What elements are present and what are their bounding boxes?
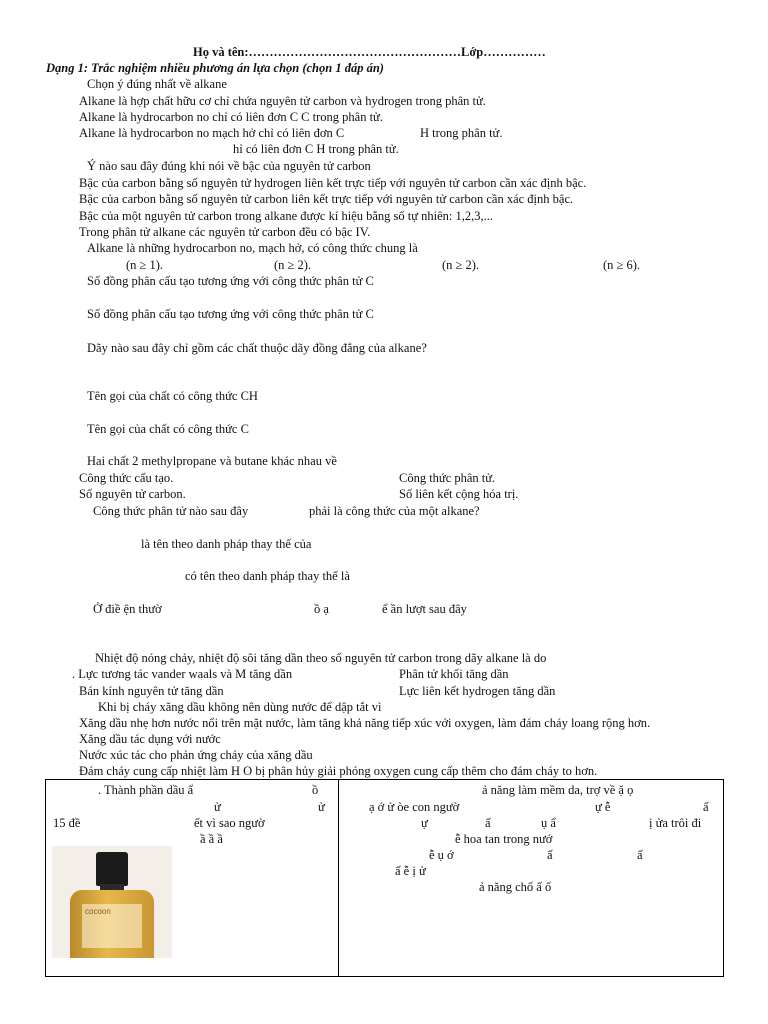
box-right-line-3c: ụ ẩ [541,816,556,830]
question-2: Ý nào sau đây đúng khi nói về bậc của nguyên tử carbon [87,159,371,173]
box-right-line-3d: ị ửa trôi đi [649,816,702,830]
box-left-line-2a: ử [214,800,221,814]
question-10: Công thức phân tử nào sau đây [93,504,249,518]
question-14: Nhiệt độ nóng chảy, nhiệt độ sôi tăng dần theo số nguyên tử carbon trong dãy alkane là do [95,651,547,665]
answer-14c: Bán kính nguyên tử tăng dần [79,684,224,698]
box-right-line-5b: ấ [547,848,553,862]
answer-15b: Xăng dầu tác dụng với nước [79,732,221,746]
box-right-line-4: ễ hoa tan trong nướ [455,832,553,846]
answer-2a: Bậc của carbon bằng số nguyên tử hydrogen liên kết trực tiếp với nguyên tử carbon cần xác định bậc. [79,176,587,190]
answer-1b: Alkane là hydrocarbon no chỉ có liên đơn C C trong phân tử. [79,110,383,124]
question-7: Tên gọi của chất có công thức CH [87,389,258,403]
question-11: là tên theo danh pháp thay thế của [141,537,312,551]
box-right-line-5c: ấ [637,848,643,862]
box-right-line-6: ấ ễ ị ử [395,864,426,878]
bottle-brand: cocoon [85,907,111,916]
box-right-line-7: ả năng chố ấ ố [479,880,552,894]
box-left-line-2b: ử [318,800,325,814]
question-6: Dãy nào sau đây chỉ gồm các chất thuộc dãy đồng đẳng của alkane? [87,341,427,355]
answer-9d: Số liên kết cộng hóa trị. [399,487,519,501]
box-right-line-1: ả năng làm mềm da, trợ về ặ ọ [482,783,634,797]
question-15: Khi bị cháy xăng dầu không nên dùng nước để dập tắt vì [98,700,382,714]
answer-15d: Đám cháy cung cấp nhiệt làm H O bị phân hủy giải phóng oxygen cung cấp thêm cho đám cháy to hơn. [79,764,598,778]
answer-9c: Số nguyên tử carbon. [79,487,186,501]
answer-2d: Trong phân tử alkane các nguyên tử carbon đều có bậc IV. [79,225,371,239]
answer-14a: . Lực tương tác vander waals và M tăng dần [72,667,293,681]
name-class-line: Họ và tên:……………………………………………Lớp…………… [193,45,546,59]
answer-1d: hỉ có liên đơn C H trong phân tử. [233,142,399,156]
box-right-line-2c: ấ [703,800,709,814]
answer-1a: Alkane là hợp chất hữu cơ chỉ chứa nguyên tử carbon và hydrogen trong phân tử. [79,94,486,108]
question-12: có tên theo danh pháp thay thế là [185,569,350,583]
answer-1c: Alkane là hydrocarbon no mạch hở chỉ có liên đơn C [79,126,345,140]
answer-14b: Phân tử khối tăng dần [399,667,509,681]
box-right-line-5a: ễ ụ ớ [429,848,454,862]
section-title: Dạng 1: Trắc nghiệm nhiều phương án lựa chọn (chọn 1 đáp án) [46,61,384,75]
answer-3b: (n ≥ 2). [274,258,312,272]
box-right-line-3a: ự [421,816,428,830]
answer-14d: Lực liên kết hydrogen tăng dần [399,684,556,698]
box-left-line-1: . Thành phần dầu ẩ [98,783,194,797]
product-image [52,846,172,958]
box-left-line-4: ầ ầ ầ [200,832,223,846]
answer-3d: (n ≥ 6). [603,258,641,272]
answer-9b: Công thức phân tử. [399,471,496,485]
question-13: Ở điề ện thườ [93,602,162,616]
bottle-cap [96,852,128,886]
answer-15c: Nước xúc tác cho phản ứng cháy của xăng dầu [79,748,313,762]
answer-1c-tail: H trong phân tử. [420,126,503,140]
answer-2c: Bậc của một nguyên tử carbon trong alkane được kí hiệu bằng số tự nhiên: 1,2,3,... [79,209,493,223]
answer-3a: (n ≥ 1). [126,258,164,272]
answer-15a: Xăng dầu nhẹ hơn nước nổi trên mặt nước, làm tăng khả năng tiếp xúc với oxygen, làm đám cháy loang rộng hơn. [79,716,651,730]
question-box-right [338,779,724,977]
box-right-line-2b: ự ễ [595,800,611,814]
question-8: Tên gọi của chất có công thức C [87,422,249,436]
box-left-line-3a: 15 đề [53,816,81,830]
answer-2b: Bậc của carbon bằng số nguyên tử carbon liên kết trực tiếp với nguyên tử carbon cần xác định bậc. [79,192,574,206]
question-13-tail: ể ần lượt sau đây [382,602,467,616]
box-left-line-1b: ồ [312,783,319,797]
box-right-line-3b: ấ [485,816,491,830]
answer-3c: (n ≥ 2). [442,258,480,272]
answer-9a: Công thức cấu tạo. [79,471,174,485]
box-left-line-3b: ết vì sao ngườ [194,816,265,830]
box-right-line-2a: ạ ớ ử òe con ngườ [369,800,460,814]
question-13-mid: ồ ạ [314,602,329,616]
question-1: Chọn ý đúng nhất về alkane [87,77,227,91]
question-4: Số đồng phân cấu tạo tương ứng với công thức phân tử C [87,274,374,288]
question-10-tail: phải là công thức của một alkane? [309,504,480,518]
question-5: Số đồng phân cấu tạo tương ứng với công thức phân tử C [87,307,374,321]
question-3: Alkane là những hydrocarbon no, mạch hở, có công thức chung là [87,241,418,255]
question-9: Hai chất 2 methylpropane và butane khác nhau về [87,454,337,468]
